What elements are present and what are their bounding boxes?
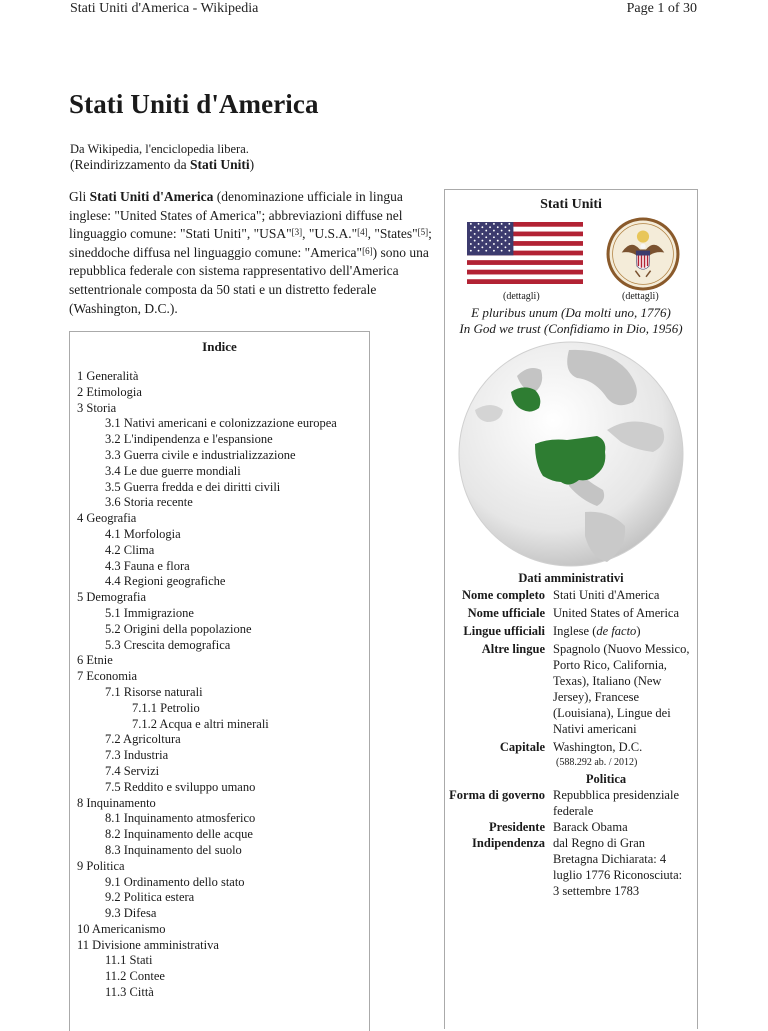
- intro-subject: Stati Uniti d'America: [89, 189, 214, 204]
- toc-item[interactable]: 11 Divisione amministrativa: [77, 937, 219, 952]
- toc-item[interactable]: 11.1 Stati: [105, 953, 153, 968]
- label-altre-lingue: Altre lingue: [481, 642, 545, 656]
- toc-item[interactable]: 7.1.1 Petrolio: [132, 700, 200, 715]
- page-indicator: Page 1 of 30: [626, 1, 697, 16]
- motto-secondary: In God we trust (Confidiamo in Dio, 1956): [459, 321, 683, 336]
- toc-item[interactable]: 8.3 Inquinamento del suolo: [105, 842, 242, 857]
- label-lingue-ufficiali: Lingue ufficiali: [463, 624, 545, 638]
- toc-item[interactable]: 4.1 Morfologia: [105, 526, 181, 541]
- toc-list: [77, 369, 367, 1001]
- intro-text: Gli: [69, 189, 90, 204]
- toc-item[interactable]: 5.3 Crescita demografica: [105, 637, 231, 652]
- reference-link[interactable]: [3]: [291, 227, 303, 238]
- toc-item[interactable]: 7 Economia: [77, 669, 138, 684]
- great-seal-image[interactable]: [605, 216, 681, 292]
- toc-item[interactable]: 3.3 Guerra civile e industrializzazione: [105, 447, 296, 462]
- lingue-text: Inglese (: [553, 624, 597, 638]
- value-lingue-ufficiali: [553, 623, 697, 641]
- redirect-link[interactable]: Stati Uniti: [189, 157, 250, 172]
- toc-item[interactable]: 5 Demografia: [77, 590, 147, 605]
- toc-item[interactable]: 7.1 Risorse naturali: [105, 684, 203, 699]
- toc-item[interactable]: 7.2 Agricoltura: [105, 732, 181, 747]
- label-forma-governo: Forma di governo: [449, 788, 545, 802]
- value-presidente[interactable]: Barack Obama: [553, 820, 628, 834]
- document-header-title: Stati Uniti d'America - Wikipedia: [70, 1, 259, 16]
- toc-item[interactable]: 6 Etnie: [77, 653, 113, 668]
- toc-item[interactable]: 8 Inquinamento: [77, 795, 156, 810]
- toc-item[interactable]: 3.6 Storia recente: [105, 495, 193, 510]
- intro-text: ; sineddoche diffusa nel linguaggio comune: "America": [69, 226, 432, 260]
- value-nome-ufficiale: United States of America: [553, 606, 680, 620]
- toc-item[interactable]: 2 Etimologia: [77, 384, 142, 399]
- toc-item[interactable]: 3.1 Nativi americani e colonizzazione europea: [105, 416, 337, 431]
- toc-item[interactable]: 7.1.2 Acqua e altri minerali: [132, 716, 269, 731]
- toc-title: Indice: [202, 339, 237, 354]
- toc-item[interactable]: 4.2 Clima: [105, 542, 155, 557]
- lingue-text: ): [636, 624, 641, 638]
- intro-text: (denominazione ufficiale in lingua inglese: "United States of America"; abbreviazioni diffuse nel linguaggio comune: "Stati Uniti", "USA": [69, 189, 403, 242]
- infobox-data-table: [445, 587, 697, 899]
- toc-item[interactable]: 5.2 Origini della popolazione: [105, 621, 252, 636]
- reference-link[interactable]: [6]: [362, 245, 373, 256]
- label-nome-ufficiale: Nome ufficiale: [467, 606, 545, 620]
- table-of-contents: [69, 331, 370, 1031]
- value-indipendenza: dal Regno di Gran Bretagna Dichiarata: 4 luglio 1776 Riconosciuta: 3 settembre 1783: [553, 836, 683, 898]
- section-politica: Politica: [585, 772, 627, 786]
- label-capitale: Capitale: [499, 740, 545, 754]
- label-indipendenza: Indipendenza: [472, 836, 545, 850]
- intro-text: ) sono una repubblica federale con sistema rappresentativo dell'America settentrionale composta da 50 stati e un distretto federale (Washington, D.C.).: [69, 244, 429, 316]
- infobox-title: Stati Uniti: [540, 197, 602, 212]
- value-forma-governo: Repubblica presidenziale federale: [553, 788, 679, 818]
- motto-primary: E pluribus unum (Da molti uno, 1776): [471, 305, 671, 320]
- redirect-suffix: ): [249, 157, 255, 172]
- flag-details-link[interactable]: (dettagli): [503, 291, 540, 302]
- toc-item[interactable]: 9.3 Difesa: [105, 906, 157, 921]
- toc-item[interactable]: 9.2 Politica estera: [105, 890, 195, 905]
- label-presidente: Presidente: [488, 820, 545, 834]
- value-capitale[interactable]: Washington, D.C.: [553, 740, 643, 754]
- toc-item[interactable]: 8.2 Inquinamento delle acque: [105, 827, 253, 842]
- toc-item[interactable]: 5.1 Immigrazione: [105, 605, 194, 620]
- redirect-prefix: (Reindirizzamento da: [70, 157, 190, 172]
- page-title: Stati Uniti d'America: [69, 89, 319, 119]
- toc-item[interactable]: 3 Storia: [77, 400, 117, 415]
- toc-item[interactable]: 11.3 Città: [105, 985, 154, 1000]
- seal-details-link[interactable]: (dettagli): [622, 291, 659, 302]
- lingue-italic: de facto: [596, 624, 637, 638]
- toc-item[interactable]: 4.3 Fauna e flora: [105, 558, 190, 573]
- toc-item[interactable]: 7.3 Industria: [105, 748, 169, 763]
- intro-paragraph: [69, 188, 434, 318]
- toc-item[interactable]: 4.4 Regioni geografiche: [105, 574, 226, 589]
- label-nome-completo: Nome completo: [462, 588, 545, 602]
- toc-item[interactable]: 10 Americanismo: [77, 921, 166, 936]
- toc-item[interactable]: 11.2 Contee: [105, 969, 165, 984]
- toc-item[interactable]: 9.1 Ordinamento dello stato: [105, 874, 245, 889]
- intro-text: , "U.S.A.": [302, 226, 358, 242]
- toc-item[interactable]: 3.5 Guerra fredda e dei diritti civili: [105, 479, 281, 494]
- toc-item[interactable]: 7.5 Reddito e sviluppo umano: [105, 779, 256, 794]
- reference-link[interactable]: [4]: [357, 227, 368, 238]
- us-flag-image[interactable]: [467, 222, 583, 284]
- toc-item[interactable]: 1 Generalità: [77, 369, 139, 383]
- intro-text: , "States": [367, 226, 418, 242]
- value-altre-lingue: Spagnolo (Nuovo Messico, Porto Rico, California, Texas), Italiano (New Jersey), Francese (Louisiana), Lingue dei Nativi americani: [553, 642, 690, 736]
- toc-item[interactable]: 8.1 Inquinamento atmosferico: [105, 811, 256, 826]
- site-tagline: Da Wikipedia, l'enciclopedia libera.: [70, 142, 249, 156]
- toc-item[interactable]: 9 Politica: [77, 858, 125, 873]
- toc-item[interactable]: 3.2 L'indipendenza e l'espansione: [105, 432, 273, 447]
- section-admin: Dati amministrativi: [518, 571, 624, 585]
- redirect-notice: [70, 157, 254, 173]
- value-nome-completo: Stati Uniti d'America: [553, 588, 660, 602]
- toc-item[interactable]: 4 Geografia: [77, 511, 137, 526]
- toc-item[interactable]: 3.4 Le due guerre mondiali: [105, 463, 241, 478]
- orthographic-location-map[interactable]: [457, 340, 685, 568]
- reference-link[interactable]: [5]: [417, 227, 429, 238]
- infobox: [444, 189, 698, 1029]
- toc-item[interactable]: 7.4 Servizi: [105, 763, 160, 778]
- value-capitale-population: (588.292 ab. / 2012): [556, 757, 638, 768]
